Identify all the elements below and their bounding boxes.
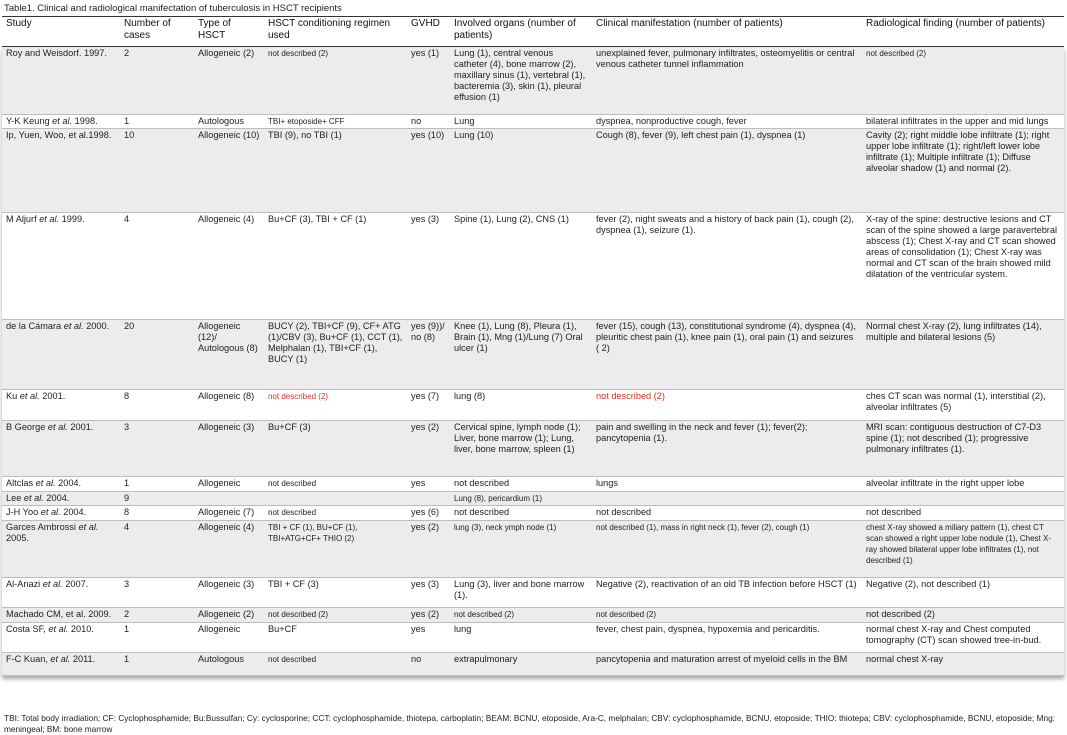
cell-regimen: not described [264, 477, 407, 492]
cell-gvhd: yes (2) [407, 521, 450, 578]
cell-gvhd: yes [407, 477, 450, 492]
cell-cases: 4 [120, 521, 194, 578]
cell-study [2, 492, 120, 506]
study-b: 2001. [67, 422, 94, 432]
cell-study [2, 578, 120, 608]
study-a: de la Cámara [6, 321, 64, 331]
cell-radio: X-ray of the spine: destructive lesions and CT scan of the spine showed a large paravertebral abscess (1); Chest X-ray and CT scan showed areas of consolidation (1); Chest X-ray was normal and CT scan of the brain showed mild dilatation of the ventricular system. [862, 213, 1064, 320]
cell-gvhd: yes (3) [407, 213, 450, 320]
study-b: 2007. [62, 579, 89, 589]
table-row [2, 653, 1064, 676]
cell-radio: MRI scan: contiguous destruction of C7-D3 spine (1); not described (1); progressive pulmonary infiltrates (1). [862, 421, 1064, 477]
header-study: Study [2, 17, 120, 47]
study-b: 2004. [55, 478, 82, 488]
study-i: et al. [63, 321, 84, 331]
cell-radio: not described (2) [862, 608, 1064, 623]
cell-gvhd: yes (3) [407, 578, 450, 608]
cell-clinical: lungs [592, 477, 862, 492]
cell-regimen: Bu+CF [264, 623, 407, 653]
cell-type: Allogeneic (4) [194, 521, 264, 578]
study-b: 2001. [39, 391, 66, 401]
cell-gvhd [407, 492, 450, 506]
cell-study [2, 623, 120, 653]
study-i: et al. [52, 116, 73, 126]
cell-cases: 20 [120, 320, 194, 390]
cell-clinical: pain and swelling in the neck and fever (1); fever(2); pancytopenia (1). [592, 421, 862, 477]
cell-organs: lung [450, 623, 592, 653]
study-a: Costa SF, [6, 624, 49, 634]
cell-gvhd: yes (7) [407, 390, 450, 421]
study-a: Al-Anazi [6, 579, 43, 589]
cell-radio: bilateral infiltrates in the upper and mid lungs [862, 115, 1064, 129]
study-i: et al. [48, 624, 69, 634]
study-b: 2004. [60, 507, 87, 517]
cell-gvhd: no [407, 653, 450, 676]
cell-organs: not described [450, 477, 592, 492]
study-b: 1999. [59, 214, 85, 224]
cell-organs: not described (2) [450, 608, 592, 623]
table-row [2, 623, 1064, 653]
cell-study [2, 47, 120, 115]
study-i: et al. [23, 493, 44, 503]
header-row [2, 17, 1064, 47]
table-row [2, 421, 1064, 477]
study-a: Altclas [6, 478, 36, 488]
cell-clinical: pancytopenia and maturation arrest of myeloid cells in the BM [592, 653, 862, 676]
cell-clinical: unexplained fever, pulmonary infiltrates, osteomyelitis or central venous catheter tunnel inflammation [592, 47, 862, 115]
study-b: 2011. [70, 654, 96, 664]
study-a: M Aljurf [6, 214, 40, 224]
cell-clinical: fever (2), night sweats and a history of back pain (1), cough (2), dyspnea (1), seizure (1). [592, 213, 862, 320]
cell-regimen: not described (2) [264, 47, 407, 115]
cell-type: Allogeneic (10) [194, 129, 264, 213]
cell-gvhd: yes (1) [407, 47, 450, 115]
study-a: Y-K Keung [6, 116, 53, 126]
header-gvhd: GVHD [407, 17, 450, 47]
cell-type: Allogeneic (4) [194, 213, 264, 320]
cell-cases: 4 [120, 213, 194, 320]
cell-study [2, 320, 120, 390]
cell-regimen: Bu+CF (3) [264, 421, 407, 477]
cell-type: Allogeneic (2) [194, 47, 264, 115]
table-row [2, 213, 1064, 320]
header-organs: Involved organs (number of patients) [450, 17, 592, 47]
table-row [2, 390, 1064, 421]
cell-regimen: not described (2) [264, 390, 407, 421]
cell-radio: not described (2) [862, 47, 1064, 115]
header-radio: Radiological finding (number of patients) [862, 17, 1064, 47]
cell-gvhd: yes (6) [407, 506, 450, 521]
study-a: J-H Yoo [6, 507, 41, 517]
study-i: et al. [35, 478, 56, 488]
cell-radio: Cavity (2); right middle lobe infiltrate (1); right upper lobe infiltrate (1); right/left lower lobe infiltrate (1); Multiple infiltrate (1); Diffuse alveolar shadow (1) and normal (2). [862, 129, 1064, 213]
cell-type: Allogeneic [194, 623, 264, 653]
cell-clinical: fever (15), cough (13), constitutional syndrome (4), dyspnea (4), pleuritic chest pain (1), knee pain (1), oral pain (1) and seizures ( 2) [592, 320, 862, 390]
study-b: 2000. [83, 321, 110, 331]
cell-clinical: Negative (2), reactivation of an old TB infection before HSCT (1) [592, 578, 862, 608]
cell-regimen: not described [264, 653, 407, 676]
cell-regimen: TBI (9), no TBI (1) [264, 129, 407, 213]
cell-radio: chest X-ray showed a miliary pattern (1), chest CT scan showed a right upper lobe nodule (1), Chest X-ray showed bilateral upper lobe infiltrates (1), not described (1) [862, 521, 1064, 578]
study-b: 2004. [43, 493, 70, 503]
cell-organs: Spine (1), Lung (2), CNS (1) [450, 213, 592, 320]
cell-radio: alveolar infiltrate in the right upper lobe [862, 477, 1064, 492]
study-b: 1998. [72, 116, 98, 126]
cell-gvhd: yes (2) [407, 608, 450, 623]
cell-clinical: fever, chest pain, dyspnea, hypoxemia and pericarditis. [592, 623, 862, 653]
cell-clinical [592, 492, 862, 506]
cell-type: Allogeneic [194, 477, 264, 492]
cell-gvhd: yes (9))/ no (8) [407, 320, 450, 390]
cell-organs: Lung (8), pericardium (1) [450, 492, 592, 506]
cell-regimen: TBI + CF (1), BU+CF (1), TBI+ATG+CF+ THIO (2) [264, 521, 407, 578]
cell-study [2, 608, 120, 623]
cell-study [2, 115, 120, 129]
cell-gvhd: yes (10) [407, 129, 450, 213]
cell-cases: 1 [120, 477, 194, 492]
cell-organs: Lung [450, 115, 592, 129]
study-i: et al. [47, 422, 68, 432]
cell-clinical: not described (2) [592, 608, 862, 623]
cell-gvhd: yes [407, 623, 450, 653]
study-i: et al. [19, 391, 40, 401]
cell-organs: Knee (1), Lung (8), Pleura (1), Brain (1), Mng (1)/Lung (7) Oral ulcer (1) [450, 320, 592, 390]
table-row [2, 521, 1064, 578]
cell-regimen: Bu+CF (3), TBI + CF (1) [264, 213, 407, 320]
cell-cases: 2 [120, 47, 194, 115]
cell-organs: lung (8) [450, 390, 592, 421]
cell-type: Allogeneic (7) [194, 506, 264, 521]
cell-organs: extrapulmonary [450, 653, 592, 676]
study-a: B George [6, 422, 48, 432]
cell-organs: not described [450, 506, 592, 521]
cell-clinical: dyspnea, nonproductive cough, fever [592, 115, 862, 129]
cell-type: Allogeneic (3) [194, 421, 264, 477]
cell-cases: 2 [120, 608, 194, 623]
study-a: F-C Kuan, [6, 654, 51, 664]
table-row [2, 492, 1064, 506]
cell-study [2, 506, 120, 521]
cell-type: Autologous [194, 115, 264, 129]
cell-regimen: not described [264, 506, 407, 521]
cell-regimen: TBI + CF (3) [264, 578, 407, 608]
study-b: 2005. [6, 533, 29, 543]
table-row [2, 115, 1064, 129]
cell-study [2, 521, 120, 578]
study-i: et al. [50, 654, 71, 664]
cell-type: Allogeneic (2) [194, 608, 264, 623]
cell-study [2, 653, 120, 676]
table-row [2, 129, 1064, 213]
table-caption: Table1. Clinical and radiological manifectation of tuberculosis in HSCT recipients [4, 3, 342, 14]
cell-radio: Normal chest X-ray (2), lung infiltrates (14), multiple and bilateral lesions (5) [862, 320, 1064, 390]
cell-organs: Cervical spine, lymph node (1); Liver, bone marrow (1); Lung, liver, bone marrow, spleen (1) [450, 421, 592, 477]
cell-clinical: not described (1), mass in right neck (1), fever (2), cough (1) [592, 521, 862, 578]
cell-gvhd: no [407, 115, 450, 129]
cell-organs: Lung (3), liver and bone marrow (1). [450, 578, 592, 608]
table-row [2, 320, 1064, 390]
cell-study [2, 477, 120, 492]
cell-regimen: TBI+ etoposide+ CFF [264, 115, 407, 129]
cell-radio: normal chest X-ray [862, 653, 1064, 676]
study-b: 2010. [68, 624, 94, 634]
cell-organs: Lung (1), central venous catheter (4), bone marrow (2), maxillary sinus (1), vertebral (1), bacteremia (3), skin (1), pleural effusion (1) [450, 47, 592, 115]
cell-cases: 3 [120, 421, 194, 477]
cell-organs: lung (3), neck ymph node (1) [450, 521, 592, 578]
cell-radio: not described [862, 506, 1064, 521]
header-regimen: HSCT conditioning regimen used [264, 17, 407, 47]
cell-cases: 8 [120, 506, 194, 521]
study-i: et al. [40, 507, 61, 517]
cell-cases: 8 [120, 390, 194, 421]
table-row [2, 506, 1064, 521]
cell-radio: Negative (2), not described (1) [862, 578, 1064, 608]
cell-type [194, 492, 264, 506]
tuberculosis-table [2, 16, 1064, 676]
cell-cases: 9 [120, 492, 194, 506]
cell-type: Autologous [194, 653, 264, 676]
cell-cases: 3 [120, 578, 194, 608]
header-clinical: Clinical manifestation (number of patients) [592, 17, 862, 47]
study-i: et al. [78, 522, 99, 532]
cell-radio [862, 492, 1064, 506]
cell-study [2, 129, 120, 213]
study-a: Roy and Weisdorf. 1997. [6, 48, 107, 58]
cell-organs: Lung (10) [450, 129, 592, 213]
cell-regimen: not described (2) [264, 608, 407, 623]
cell-regimen [264, 492, 407, 506]
cell-study [2, 213, 120, 320]
study-i: et al. [42, 579, 63, 589]
cell-cases: 10 [120, 129, 194, 213]
cell-type: Allogeneic (3) [194, 578, 264, 608]
table-footnote: TBI: Total body irradiation; CF: Cyclophosphamide; Bu:Bussulfan; Cy: cyclosporine; CCT: cyclophosphamide, thiotepa, carboplatin; BEAM: BCNU, etoposide, Ara-C, melphalan; CBV: cyclophosphamide, BCNU, etoposide; THIO: thiotepa; CBV: cyclophosphamide, BCNU, etoposide; Mng: meningeal; BM: bone marrow [4, 713, 1055, 734]
cell-cases: 1 [120, 653, 194, 676]
cell-clinical: not described (2) [592, 390, 862, 421]
table-row [2, 578, 1064, 608]
cell-type: Allogeneic (8) [194, 390, 264, 421]
cell-study [2, 421, 120, 477]
study-a: Lee [6, 493, 24, 503]
cell-study [2, 390, 120, 421]
header-type: Type of HSCT [194, 17, 264, 47]
cell-cases: 1 [120, 623, 194, 653]
cell-gvhd: yes (2) [407, 421, 450, 477]
table-row [2, 47, 1064, 115]
cell-radio: normal chest X-ray and Chest computed tomography (CT) scan showed tree-in-bud. [862, 623, 1064, 653]
study-a: Machado CM, et al. 2009. [6, 609, 112, 619]
table-row [2, 608, 1064, 623]
study-i: et al. [39, 214, 60, 224]
cell-clinical: not described [592, 506, 862, 521]
study-a: Ip, Yuen, Woo, et al.1998. [6, 130, 112, 140]
table-row [2, 477, 1064, 492]
cell-radio: ches CT scan was normal (1), interstitial (2), alveolar infiltrates (5) [862, 390, 1064, 421]
study-a: Ku [6, 391, 20, 401]
cell-type: Allogeneic (12)/ Autologous (8) [194, 320, 264, 390]
cell-clinical: Cough (8), fever (9), left chest pain (1), dyspnea (1) [592, 129, 862, 213]
cell-regimen: BUCY (2), TBI+CF (9), CF+ ATG (1)/CBV (3), Bu+CF (1), CCT (1), Melphalan (1), TBI+CF (1), BUCY (1) [264, 320, 407, 390]
cell-cases: 1 [120, 115, 194, 129]
study-a: Garces Ambrossi [6, 522, 79, 532]
header-cases: Number of cases [120, 17, 194, 47]
